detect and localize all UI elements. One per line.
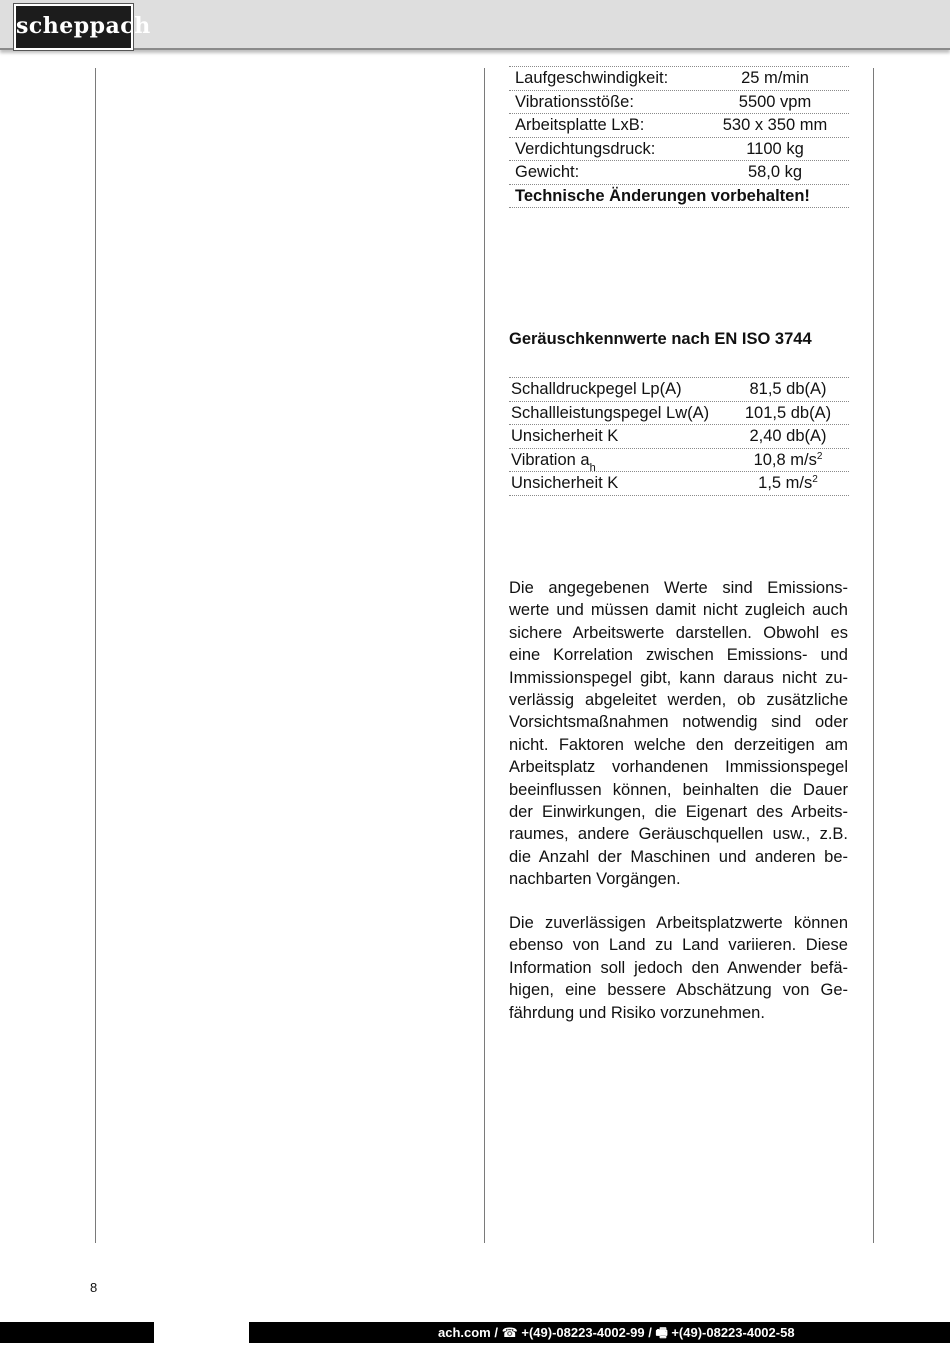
spec-value: 1100 kg bbox=[746, 139, 804, 158]
noise-value: 101,5 db(A) bbox=[744, 403, 832, 422]
noise-row bbox=[509, 449, 849, 473]
spec-row bbox=[509, 138, 849, 162]
noise-row bbox=[509, 378, 849, 402]
noise-label-subscript: h bbox=[589, 461, 596, 474]
spec-label: Verdichtungsdruck: bbox=[515, 139, 656, 158]
technical-changes-note: Technische Änderungen vorbehalten! bbox=[515, 186, 810, 205]
noise-value: 81,5 db(A) bbox=[749, 380, 827, 398]
footer-contact: ach.com / ☎ +(49)-08223-4002-99 / 🖷 +(49)-08223-4002-58 bbox=[438, 1325, 795, 1340]
noise-label-text: Vibration a bbox=[511, 450, 590, 469]
column-rule-middle bbox=[484, 68, 485, 1243]
noise-label: Schalldruckpegel Lp(A) bbox=[511, 380, 682, 398]
noise-section-title: Geräuschkennwerte nach EN ISO 3744 bbox=[509, 330, 812, 348]
noise-label bbox=[511, 449, 596, 474]
noise-table bbox=[509, 377, 849, 496]
emission-values-paragraph: Die angegebenen Werte sind Emissions-werte und müssen damit nicht zugleich auch sichere Arbeitswerte darstellen. Obwohl es eine Korrelation zwischen Emissions- und Immissionspegel gibt, kann daraus nicht zu-verlässig abgeleitet werden, ob zusätzliche Vorsichtsmaßnahmen notwendig sind oder nicht. Faktoren welche den derzeitigen am Arbeitsplatz vorhandenen Immissionspegel beeinflussen können, beinhalten die Dauer der Einwirkungen, die Eigenart des Arbeits-raumes, andere Geräuschquellen usw., z.B. die Anzahl der Maschinen und anderen be-nachbarten Vorgängen. bbox=[509, 579, 848, 889]
spec-label: Gewicht: bbox=[515, 163, 580, 181]
noise-label: Unsicherheit K bbox=[511, 427, 619, 445]
page-number: 8 bbox=[90, 1280, 98, 1295]
noise-value bbox=[729, 449, 847, 471]
noise-value: 2,40 db(A) bbox=[749, 427, 827, 445]
spec-row bbox=[509, 161, 849, 185]
specs-table bbox=[509, 66, 849, 208]
noise-label: Unsicherheit K bbox=[511, 474, 619, 492]
noise-label: Schallleistungspegel Lw(A) bbox=[511, 403, 710, 422]
spec-label: Arbeitsplatte LxB: bbox=[515, 116, 645, 134]
scheppach-logo: scheppach bbox=[14, 4, 133, 50]
noise-value-text: 10,8 m/s bbox=[753, 450, 817, 469]
spec-value: 5500 vpm bbox=[738, 92, 812, 111]
noise-row bbox=[509, 472, 849, 496]
spec-label: Vibrationsstöße: bbox=[515, 92, 634, 111]
page-header bbox=[0, 0, 950, 50]
column-rule-right bbox=[873, 68, 874, 1243]
noise-row bbox=[509, 425, 849, 449]
spec-row bbox=[509, 91, 849, 115]
workplace-values-paragraph: Die zuverlässigen Arbeitsplatzwerte können ebenso von Land zu Land variieren. Diese Information soll jedoch den Anwender befä-higen, eine bessere Abschätzung von Ge-fährdung und Risiko vorzunehmen. bbox=[509, 914, 848, 1022]
noise-value bbox=[729, 472, 847, 494]
spec-value: 25 m/min bbox=[741, 69, 809, 87]
spec-row bbox=[509, 114, 849, 138]
noise-value-superscript: 2 bbox=[812, 474, 818, 485]
spec-label: Laufgeschwindigkeit: bbox=[515, 69, 669, 87]
noise-value-superscript: 2 bbox=[816, 450, 823, 462]
noise-row bbox=[509, 402, 849, 426]
spec-note-row bbox=[509, 185, 849, 209]
noise-value-text: 1,5 m/s bbox=[758, 474, 813, 492]
spec-value: 530 x 350 mm bbox=[722, 116, 828, 134]
column-rule-left bbox=[95, 68, 96, 1243]
spec-row bbox=[509, 67, 849, 91]
spec-value: 58,0 kg bbox=[747, 163, 803, 181]
footer-bar-left bbox=[0, 1322, 154, 1343]
